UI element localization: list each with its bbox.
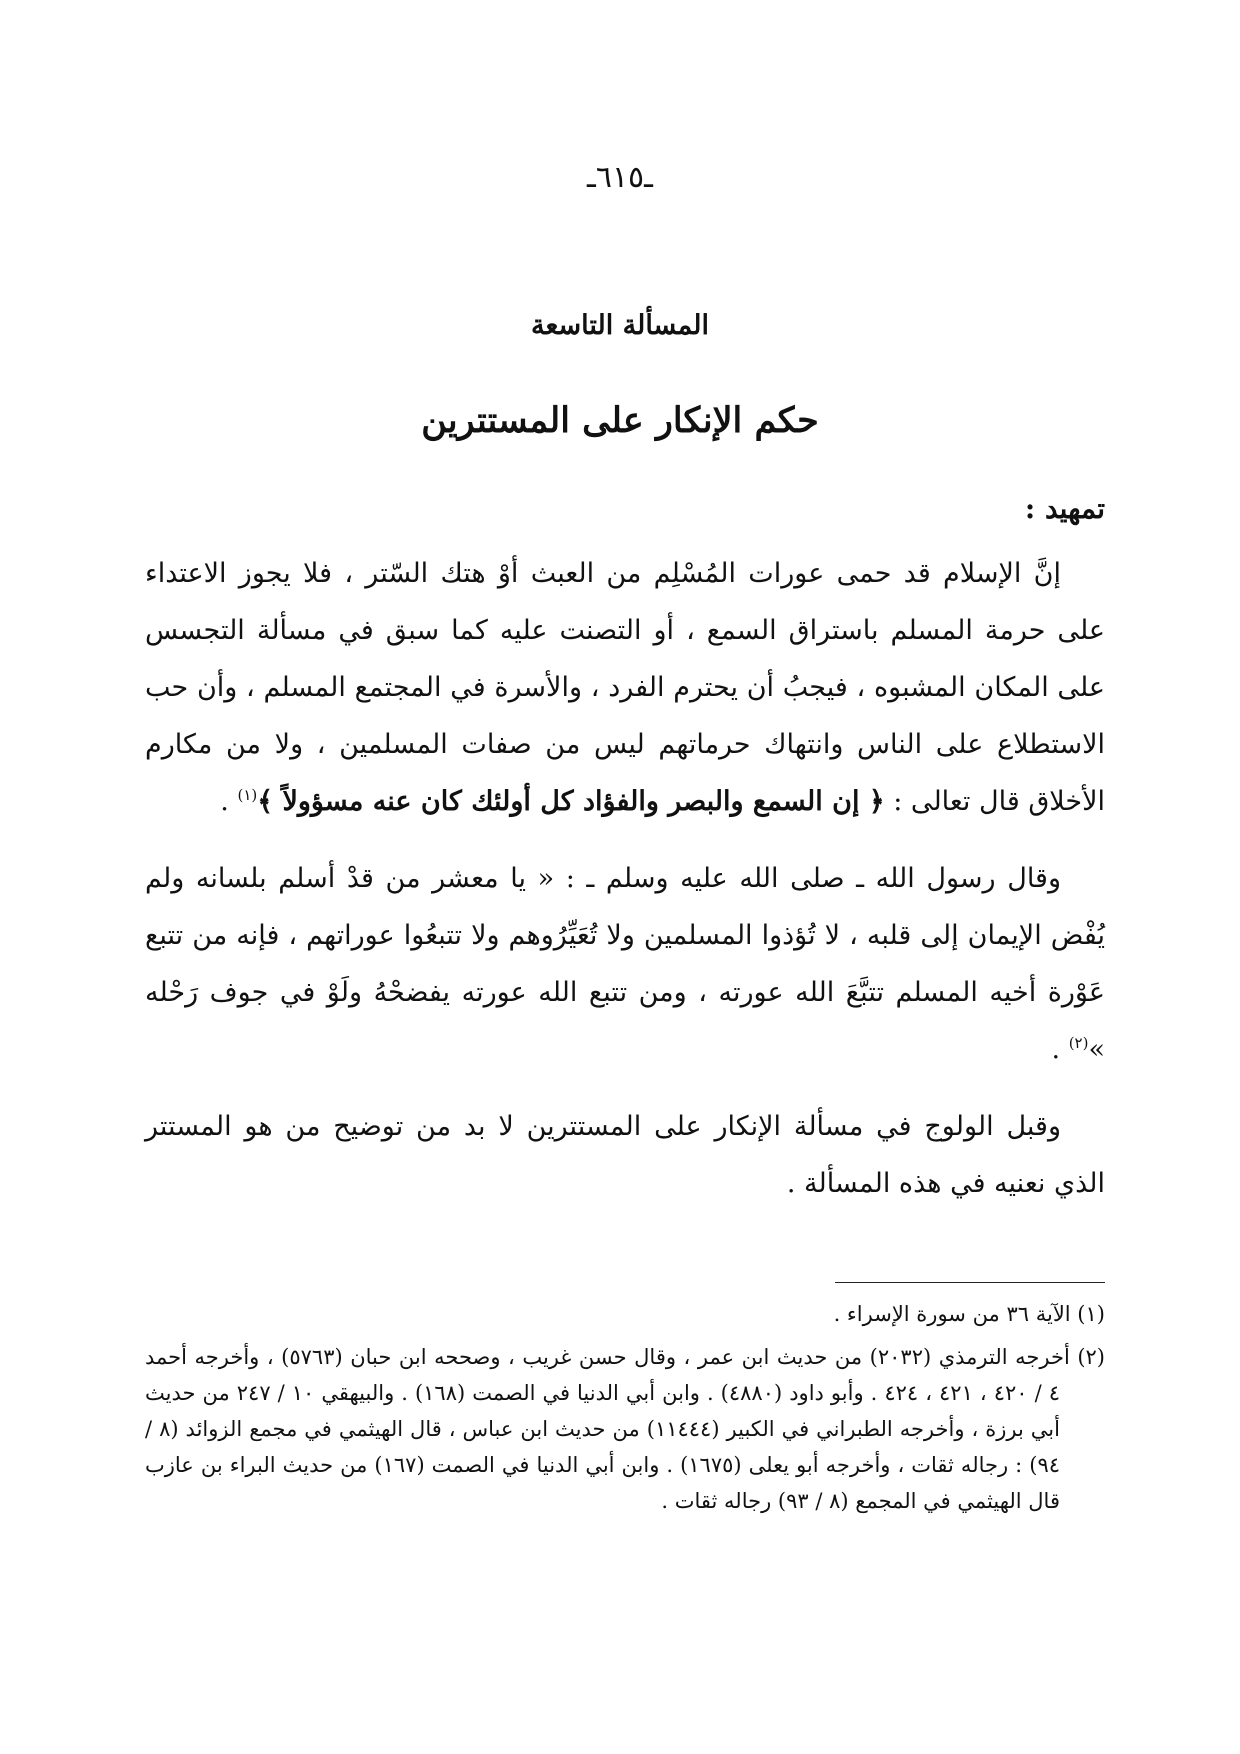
page-number: ـ٦١٥ـ	[587, 160, 653, 195]
paragraph-tail: .	[1051, 1034, 1069, 1065]
footnote-1: (١) الآية ٣٦ من سورة الإسراء .	[833, 1302, 1105, 1326]
paragraph-tail: .	[220, 786, 238, 817]
paragraph-text: إنَّ الإسلام قد حمى عورات المُسْلِم من العبث أوْ هتك السّتر ، فلا يجوز الاعتداء على حرمة المسلم باستراق السمع ، أو التصنت عليه كما سبق في مسألة التجسس على المكان المشبوه ، فيجبُ أن يحترم الفرد ، والأسرة في المجتمع المسلم ، وأن حب الاستطلاع على الناس وانتهاك حرماتهم ليس من صفات المسلمين ، ولا من مكارم الأخلاق قال تعالى :	[145, 558, 1105, 817]
body-text	[145, 545, 1105, 1232]
quran-verse: ﴿ إن السمع والبصر والفؤاد كل أولئك كان عنه مسؤولاً ﴾	[257, 786, 885, 817]
paragraph-text: وقال رسول الله ـ صلى الله عليه وسلم ـ : « يا معشر من قدْ أسلم بلسانه ولم يُفْض الإيمان إلى قلبه ، لا تُؤذوا المسلمين ولا تُعَيِّرُوهم ولا تتبعُوا عوراتهم ، فإنه من تتبع عَوْرة أخيه المسلم تتبَّعَ الله عورته ، ومن تتبع الله عورته يفضحْهُ ولَوْ في جوف رَحْله »	[145, 863, 1105, 1065]
paragraph-3	[145, 1098, 1105, 1212]
paragraph-2	[145, 850, 1105, 1078]
intro-label: تمهيد :	[1024, 492, 1105, 525]
section-title: حكم الإنكار على المستترين	[421, 400, 819, 441]
footnote-ref-2: (٢)	[1068, 1034, 1089, 1052]
section-label: المسألة التاسعة	[531, 310, 709, 341]
footnote-divider	[835, 1282, 1105, 1283]
footnote-ref-1: (١)	[237, 786, 258, 804]
footnotes	[145, 1296, 1105, 1526]
paragraph-1	[145, 545, 1105, 830]
paragraph-text: وقبل الولوج في مسألة الإنكار على المستترين لا بد من توضيح من هو المستتر الذي نعنيه في هذه المسألة .	[145, 1111, 1105, 1199]
footnote-2: (٢) أخرجه الترمذي (٢٠٣٢) من حديث ابن عمر ، وقال حسن غريب ، وصححه ابن حبان (٥٧٦٣) ، وأخرجه أحمد ٤ / ٤٢٠ ، ٤٢١ ، ٤٢٤ . وأبو داود (٤٨٨٠) . وابن أبي الدنيا في الصمت (١٦٨) . والبيهقي ١٠ / ٢٤٧ من حديث أبي برزة ، وأخرجه الطبراني في الكبير (١١٤٤٤) من حديث ابن عباس ، قال الهيثمي في مجمع الزوائد (٨ / ٩٤) : رجاله ثقات ، وأخرجه أبو يعلى (١٦٧٥) . وابن أبي الدنيا في الصمت (١٦٧) من حديث البراء بن عازب قال الهيثمي في المجمع (٨ / ٩٣) رجاله ثقات .	[145, 1345, 1105, 1513]
